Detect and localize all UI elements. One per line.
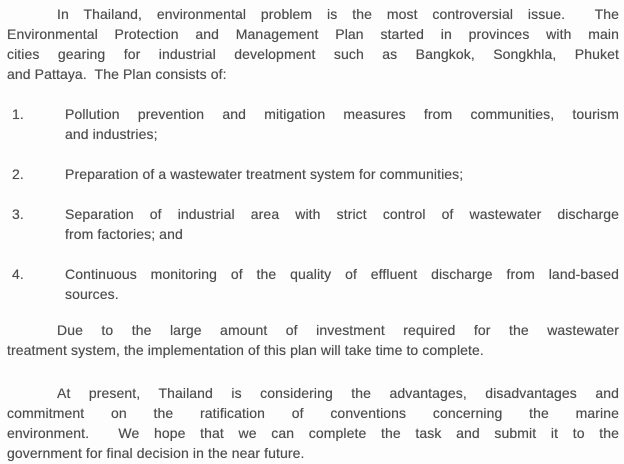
list-number: 3. [12, 206, 24, 222]
list-number: 1. [12, 106, 24, 122]
text-line: Separation of industrial area with strict control of wastewater discharge [65, 206, 619, 222]
list-number: 4. [12, 266, 24, 282]
list-number: 2. [12, 166, 24, 182]
text-line: government for final decision in the near future. [7, 445, 305, 461]
text-line: At present, Thailand is considering the advantages, disadvantages and [57, 385, 619, 401]
text-line: and Pattaya. The Plan consists of: [7, 66, 227, 82]
paragraph-intro [7, 4, 619, 84]
text-line: environment. We hope that we can complete the task and submit it to the [7, 425, 619, 441]
paragraph-investment [7, 320, 619, 360]
text-line: sources. [65, 286, 119, 302]
text-line: from factories; and [65, 226, 183, 242]
paragraph-conclusion [7, 383, 619, 463]
text-line: Due to the large amount of investment required for the wastewater [57, 322, 619, 338]
text-line: Pollution prevention and mitigation measures from communities, tourism [65, 106, 619, 122]
list-item-3 [7, 204, 619, 244]
text-line: cities gearing for industrial development such as Bangkok, Songkhla, Phuket [7, 46, 619, 62]
text-line: Continuous monitoring of the quality of effluent discharge from land-based [65, 266, 619, 282]
text-line: Environmental Protection and Management Plan started in provinces with main [7, 26, 619, 42]
list-item-4 [7, 264, 619, 304]
text-line: and industries; [65, 126, 158, 142]
list-item-2 [7, 164, 619, 184]
text-line: In Thailand, environmental problem is the most controversial issue. The [57, 6, 619, 22]
text-line: commitment on the ratification of conventions concerning the marine [7, 405, 619, 421]
text-line: Preparation of a wastewater treatment system for communities; [65, 166, 464, 182]
text-line: treatment system, the implementation of this plan will take time to complete. [7, 342, 484, 358]
list-item-1 [7, 104, 619, 144]
